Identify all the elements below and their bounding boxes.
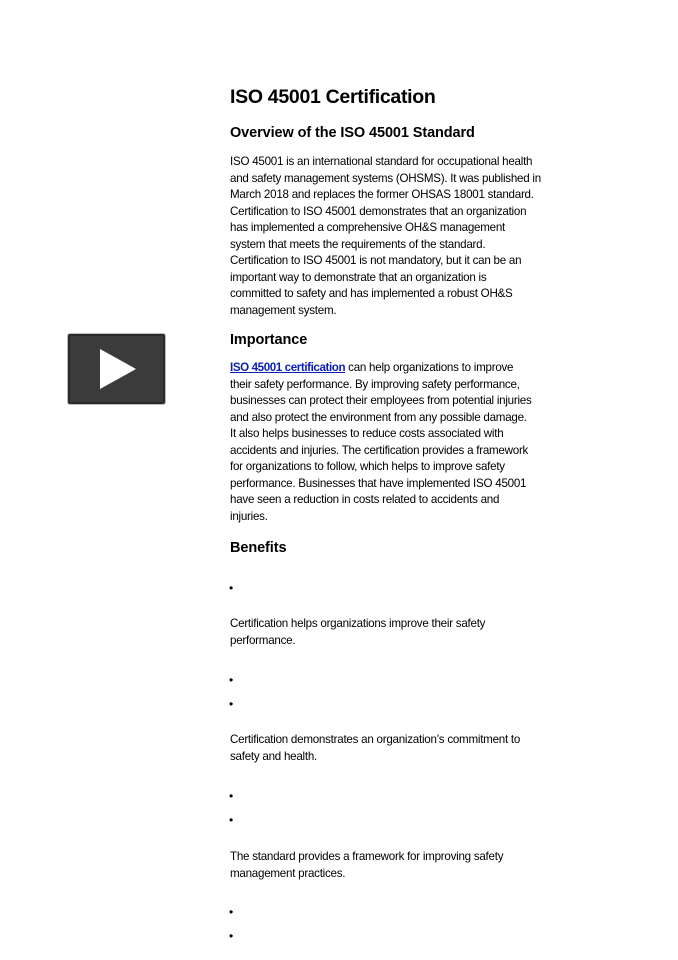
video-play-button[interactable] [67,333,166,405]
text-line: and safety management systems (OHSMS). It was published in [230,171,541,185]
text-line: management system. [230,303,337,317]
text-line: It also helps businesses to reduce costs associated with [230,427,504,441]
text-line: system that meets the requirements of the standard. [230,237,486,251]
text-line: Certification to ISO 45001 demonstrates that an organization [230,204,527,218]
text-line: accidents and injuries. The certification provides a framework [230,443,529,457]
text-line: their safety performance. By improving safety performance, [230,377,520,391]
text-line: management practices. [230,866,346,880]
bullet: • [229,581,234,595]
text-span: can help organizations to improve [345,361,514,374]
text-line: Certification to ISO 45001 is not mandatory, but it can be an [230,254,522,268]
text-line [230,360,532,377]
bullet: • [229,813,234,827]
benefit-item [230,849,503,882]
text-line: ISO 45001 is an international standard for occupational health [230,155,533,168]
play-icon [98,347,138,391]
bullet: • [229,673,234,687]
bullet: • [229,697,234,711]
text-line: has implemented a comprehensive OH&S management [230,221,506,235]
text-line: have seen a reduction in costs related to accidents and [230,493,500,507]
text-line: Certification helps organizations improve their safety [230,617,486,630]
overview-paragraph [230,154,541,319]
bullet: • [229,789,234,803]
iso-certification-link[interactable]: ISO 45001 certification [230,361,346,374]
text-line: performance. Businesses that have implemented ISO 45001 [230,476,527,490]
bullet: • [229,929,234,943]
text-line: Certification demonstrates an organization’s commitment to [230,733,521,746]
page-title: ISO 45001 Certification [230,86,436,108]
bullet: • [229,905,234,919]
text-line: safety and health. [230,749,318,763]
overview-heading: Overview of the ISO 45001 Standard [230,125,475,141]
benefits-heading: Benefits [230,540,287,556]
text-line: performance. [230,633,296,647]
text-line: for organizations to follow, which helps to improve safety [230,460,505,474]
text-line: businesses can protect their employees from potential injuries [230,394,532,408]
text-line: injuries. [230,509,268,523]
text-line: committed to safety and has implemented a robust OH&S [230,287,513,301]
benefit-item [230,732,520,765]
importance-heading: Importance [230,332,308,348]
importance-paragraph [230,360,532,525]
text-line: The standard provides a framework for improving safety [230,850,504,863]
text-line: important way to demonstrate that an organization is [230,270,487,284]
text-line: March 2018 and replaces the former OHSAS 18001 standard. [230,188,534,202]
benefit-item [230,616,485,649]
text-line: and also protect the environment from any possible damage. [230,410,527,424]
